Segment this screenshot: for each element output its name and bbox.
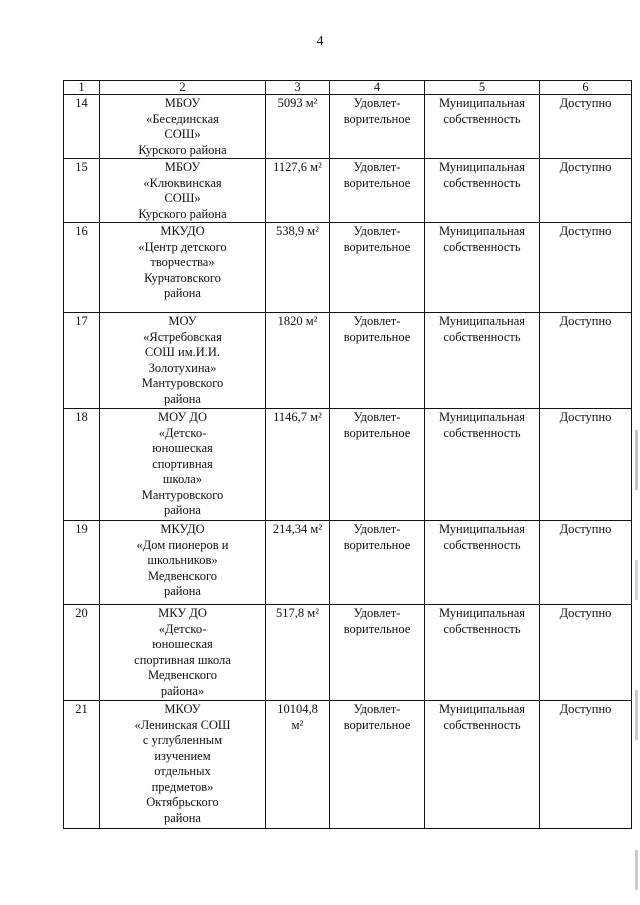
table-row	[64, 223, 632, 313]
cell-line: собственность	[443, 621, 521, 636]
cell-line: собственность	[443, 717, 521, 732]
cell-line: юношеская	[152, 637, 213, 651]
column-header: 5	[425, 81, 540, 95]
cell-line: Октябрьского	[146, 795, 219, 809]
cell-line: ворительное	[343, 621, 411, 636]
cell-line: «Детско-	[158, 425, 207, 440]
condition-value	[330, 409, 425, 521]
cell-line: «Детско-	[158, 621, 207, 636]
cell-line: юношеская	[152, 441, 213, 455]
condition-value	[330, 521, 425, 605]
cell-line: собственность	[443, 175, 521, 190]
institution-name	[100, 159, 266, 223]
cell-line: творчества»	[150, 255, 215, 269]
column-header: 3	[266, 81, 330, 95]
area-value	[266, 95, 330, 159]
cell-line: района»	[160, 683, 205, 698]
cell-line: района	[164, 391, 201, 406]
cell-line: 5093 м²	[277, 96, 318, 110]
area-value	[266, 159, 330, 223]
cell-line: Мантуровского	[141, 487, 224, 502]
cell-line: 1127,6 м²	[273, 160, 322, 174]
cell-line: района	[164, 286, 201, 300]
cell-line: Удовлет-	[353, 314, 401, 328]
cell-line: 1820 м²	[277, 314, 318, 328]
column-header: 6	[540, 81, 632, 95]
row-number: 18	[64, 409, 100, 521]
condition-value	[330, 223, 425, 313]
institution-name	[100, 409, 266, 521]
cell-line: школа»	[162, 472, 203, 486]
scan-edge-mark	[635, 690, 638, 740]
condition-value	[330, 95, 425, 159]
cell-line: Муниципальная	[438, 702, 526, 716]
institution-name	[100, 605, 266, 701]
cell-line: 10104,8	[277, 702, 318, 716]
cell-line: СОШ»	[164, 191, 201, 205]
area-value	[266, 313, 330, 409]
header-row	[64, 81, 632, 95]
cell-line: Удовлет-	[353, 224, 401, 238]
cell-line: СОШ им.И.И.	[144, 345, 221, 359]
cell-line: МКУ ДО	[158, 606, 207, 620]
cell-line: МБОУ	[164, 96, 201, 110]
ownership-value	[425, 313, 540, 409]
cell-line: Удовлет-	[353, 702, 401, 716]
cell-line: МКУДО	[160, 224, 205, 238]
cell-line: района	[164, 810, 201, 825]
column-header: 2	[100, 81, 266, 95]
ownership-value	[425, 701, 540, 829]
table-row	[64, 159, 632, 223]
ownership-value	[425, 223, 540, 313]
cell-line: Курчатовского	[144, 270, 221, 285]
cell-line: ворительное	[343, 329, 411, 344]
institution-name	[100, 95, 266, 159]
cell-line: «Ленинская СОШ	[134, 717, 231, 732]
cell-line: Муниципальная	[438, 522, 526, 536]
column-header: 1	[64, 81, 100, 95]
institution-name	[100, 701, 266, 829]
cell-line: «Клюквинская	[143, 175, 222, 190]
institution-name	[100, 313, 266, 409]
cell-line: МОУ ДО	[158, 410, 207, 424]
ownership-value	[425, 521, 540, 605]
condition-value	[330, 159, 425, 223]
cell-line: Муниципальная	[438, 410, 526, 424]
ownership-value	[425, 159, 540, 223]
condition-value	[330, 701, 425, 829]
access-value: Доступно	[540, 605, 632, 701]
institution-name	[100, 223, 266, 313]
ownership-value	[425, 605, 540, 701]
row-number: 17	[64, 313, 100, 409]
cell-line: Курского района	[138, 142, 227, 157]
table-row	[64, 95, 632, 159]
cell-line: изучением	[154, 748, 211, 763]
table-row	[64, 605, 632, 701]
cell-line: ворительное	[343, 425, 411, 440]
cell-line: МКОУ	[164, 702, 201, 716]
cell-line: Удовлет-	[353, 96, 401, 110]
cell-line: Курского района	[138, 206, 227, 221]
access-value: Доступно	[540, 223, 632, 313]
cell-line: Медвенского	[147, 568, 218, 583]
cell-line: Мантуровского	[141, 376, 224, 390]
area-value	[266, 223, 330, 313]
condition-value	[330, 605, 425, 701]
cell-line: спортивная	[152, 456, 213, 471]
table-row	[64, 409, 632, 521]
area-value	[266, 409, 330, 521]
cell-line: спортивная школа	[134, 652, 231, 667]
cell-line: предметов»	[151, 779, 214, 794]
cell-line: района	[164, 503, 201, 517]
cell-line: «Центр детского	[138, 239, 227, 254]
cell-line: «Ястребовская	[143, 329, 222, 344]
access-value: Доступно	[540, 95, 632, 159]
cell-line: ворительное	[343, 537, 411, 552]
area-value	[266, 605, 330, 701]
cell-line: МОУ	[168, 314, 197, 328]
row-number: 16	[64, 223, 100, 313]
access-value: Доступно	[540, 159, 632, 223]
cell-line: собственность	[443, 111, 521, 126]
table-row	[64, 521, 632, 605]
row-number: 19	[64, 521, 100, 605]
facilities-table	[63, 80, 632, 829]
row-number: 14	[64, 95, 100, 159]
cell-line: собственность	[443, 425, 521, 440]
area-value	[266, 521, 330, 605]
row-number: 15	[64, 159, 100, 223]
row-number: 20	[64, 605, 100, 701]
access-value: Доступно	[540, 313, 632, 409]
row-number: 21	[64, 701, 100, 829]
cell-line: ворительное	[343, 175, 411, 190]
cell-line: Удовлет-	[353, 160, 401, 174]
cell-line: школьников»	[147, 553, 218, 567]
access-value: Доступно	[540, 521, 632, 605]
cell-line: ворительное	[343, 111, 411, 126]
cell-line: Удовлет-	[353, 606, 401, 620]
cell-line: 538,9 м²	[276, 224, 319, 238]
cell-line: ворительное	[343, 239, 411, 254]
scan-edge-mark	[635, 430, 638, 490]
cell-line: собственность	[443, 239, 521, 254]
page-number: 4	[316, 34, 324, 49]
condition-value	[330, 313, 425, 409]
cell-line: 1146,7 м²	[273, 410, 322, 424]
cell-line: Удовлет-	[353, 410, 401, 424]
column-header: 4	[330, 81, 425, 95]
cell-line: Муниципальная	[438, 96, 526, 110]
cell-line: СОШ»	[164, 127, 201, 141]
cell-line: 214,34 м²	[272, 522, 323, 536]
cell-line: собственность	[443, 537, 521, 552]
area-value	[266, 701, 330, 829]
table-row	[64, 313, 632, 409]
cell-line: района	[164, 584, 201, 598]
scan-edge-mark	[635, 560, 638, 600]
cell-line: «Бесединская	[146, 111, 219, 126]
cell-line: ворительное	[343, 717, 411, 732]
cell-line: с углубленным	[142, 733, 223, 747]
access-value: Доступно	[540, 701, 632, 829]
cell-line: МБОУ	[164, 160, 201, 174]
cell-line: Муниципальная	[438, 314, 526, 328]
cell-line: «Дом пионеров и	[136, 537, 229, 552]
cell-line: собственность	[443, 329, 521, 344]
cell-line: Муниципальная	[438, 160, 526, 174]
cell-line: м²	[291, 717, 304, 732]
cell-line: Муниципальная	[438, 224, 526, 238]
ownership-value	[425, 95, 540, 159]
access-value: Доступно	[540, 409, 632, 521]
cell-line: отдельных	[154, 764, 211, 778]
cell-line: МКУДО	[160, 522, 205, 536]
cell-line: Золотухина»	[148, 360, 217, 375]
cell-line: 517,8 м²	[276, 606, 319, 620]
cell-line: Удовлет-	[353, 522, 401, 536]
cell-line: Муниципальная	[438, 606, 526, 620]
table-row	[64, 701, 632, 829]
institution-name	[100, 521, 266, 605]
ownership-value	[425, 409, 540, 521]
scan-edge-mark	[635, 850, 638, 890]
cell-line: Медвенского	[147, 668, 218, 682]
